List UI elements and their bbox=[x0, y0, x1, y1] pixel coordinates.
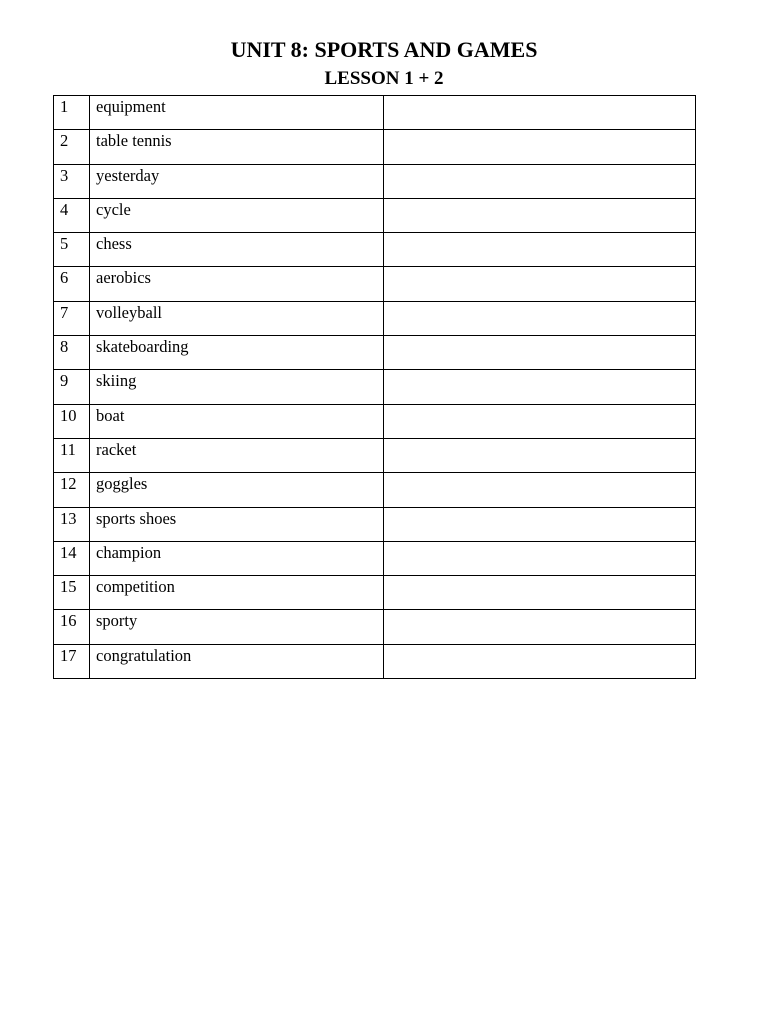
vocab-word: skiing bbox=[96, 371, 137, 391]
vocab-word-cell bbox=[90, 576, 384, 610]
row-number-cell bbox=[54, 473, 90, 507]
answer-cell bbox=[384, 644, 696, 678]
answer-cell bbox=[384, 541, 696, 575]
row-number: 12 bbox=[60, 474, 77, 494]
answer-cell bbox=[384, 164, 696, 198]
answer-text bbox=[390, 645, 695, 646]
vocab-word-cell bbox=[90, 507, 384, 541]
table-row bbox=[54, 576, 696, 610]
vocab-word-cell bbox=[90, 404, 384, 438]
vocab-word: equipment bbox=[96, 97, 166, 116]
row-number-cell bbox=[54, 507, 90, 541]
answer-text bbox=[390, 405, 695, 406]
row-number: 11 bbox=[60, 439, 76, 459]
vocab-word-cell bbox=[90, 473, 384, 507]
vocab-word: boat bbox=[96, 405, 125, 425]
vocab-word-cell bbox=[90, 130, 384, 164]
row-number: 17 bbox=[60, 645, 77, 665]
answer-cell bbox=[384, 438, 696, 472]
table-row bbox=[54, 370, 696, 404]
answer-cell bbox=[384, 404, 696, 438]
vocab-word-cell bbox=[90, 301, 384, 335]
row-number-cell bbox=[54, 267, 90, 301]
vocab-word: aerobics bbox=[96, 268, 151, 288]
answer-text bbox=[390, 233, 695, 234]
vocab-word-cell bbox=[90, 267, 384, 301]
row-number-cell bbox=[54, 336, 90, 370]
answer-text bbox=[390, 199, 695, 200]
table-row bbox=[54, 301, 696, 335]
row-number-cell bbox=[54, 610, 90, 644]
row-number: 13 bbox=[60, 508, 77, 528]
table-row bbox=[54, 610, 696, 644]
row-number: 8 bbox=[60, 337, 69, 357]
answer-cell bbox=[384, 576, 696, 610]
answer-text bbox=[390, 336, 695, 337]
table-row bbox=[54, 473, 696, 507]
answer-text bbox=[390, 473, 695, 474]
row-number-cell bbox=[54, 541, 90, 575]
answer-text bbox=[390, 439, 695, 440]
answer-cell bbox=[384, 233, 696, 267]
lesson-subtitle: LESSON 1 + 2 bbox=[324, 68, 444, 89]
row-number: 15 bbox=[60, 577, 77, 597]
vocab-word-cell bbox=[90, 610, 384, 644]
vocab-word: racket bbox=[96, 439, 137, 459]
answer-cell bbox=[384, 301, 696, 335]
vocab-word: yesterday bbox=[96, 165, 160, 185]
row-number-cell bbox=[54, 370, 90, 404]
row-number: 6 bbox=[60, 268, 69, 288]
vocab-word: competition bbox=[96, 577, 175, 597]
table-row bbox=[54, 336, 696, 370]
table-row bbox=[54, 130, 696, 164]
table-row bbox=[54, 198, 696, 232]
answer-cell bbox=[384, 96, 696, 130]
answer-cell bbox=[384, 507, 696, 541]
answer-cell bbox=[384, 610, 696, 644]
row-number: 3 bbox=[60, 165, 69, 185]
vocab-word: skateboarding bbox=[96, 337, 189, 357]
row-number: 14 bbox=[60, 542, 77, 562]
row-number-cell bbox=[54, 96, 90, 130]
vocab-word: sports shoes bbox=[96, 508, 177, 528]
vocab-word-cell bbox=[90, 164, 384, 198]
table-row bbox=[54, 541, 696, 575]
answer-text bbox=[390, 610, 695, 611]
row-number-cell bbox=[54, 404, 90, 438]
table-row bbox=[54, 164, 696, 198]
row-number-cell bbox=[54, 164, 90, 198]
table-row bbox=[54, 267, 696, 301]
answer-text bbox=[390, 302, 695, 303]
row-number: 4 bbox=[60, 199, 69, 219]
table-row bbox=[54, 233, 696, 267]
vocab-word: cycle bbox=[96, 199, 131, 219]
row-number-cell bbox=[54, 576, 90, 610]
row-number: 16 bbox=[60, 611, 77, 631]
vocab-word: chess bbox=[96, 234, 132, 254]
vocab-word-cell bbox=[90, 438, 384, 472]
vocab-word-cell bbox=[90, 370, 384, 404]
vocab-word: sporty bbox=[96, 611, 138, 631]
vocabulary-table-body bbox=[54, 96, 696, 679]
answer-cell bbox=[384, 267, 696, 301]
answer-cell bbox=[384, 370, 696, 404]
row-number: 5 bbox=[60, 234, 69, 254]
row-number: 2 bbox=[60, 131, 69, 151]
answer-text bbox=[390, 576, 695, 577]
row-number-cell bbox=[54, 198, 90, 232]
vocab-word-cell bbox=[90, 336, 384, 370]
row-number-cell bbox=[54, 644, 90, 678]
vocab-word: goggles bbox=[96, 474, 148, 494]
answer-cell bbox=[384, 198, 696, 232]
page-title: UNIT 8: SPORTS AND GAMES bbox=[230, 37, 538, 62]
table-row bbox=[54, 404, 696, 438]
answer-cell bbox=[384, 336, 696, 370]
answer-text bbox=[390, 370, 695, 371]
vocab-word-cell bbox=[90, 541, 384, 575]
table-row bbox=[54, 644, 696, 678]
answer-text bbox=[390, 165, 695, 166]
row-number-cell bbox=[54, 130, 90, 164]
vocab-word-cell bbox=[90, 198, 384, 232]
vocab-word-cell bbox=[90, 644, 384, 678]
row-number: 1 bbox=[60, 97, 69, 116]
vocab-word: volleyball bbox=[96, 302, 162, 322]
answer-text bbox=[390, 267, 695, 268]
vocab-word-cell bbox=[90, 96, 384, 130]
row-number-cell bbox=[54, 301, 90, 335]
table-row bbox=[54, 507, 696, 541]
vocab-word: congratulation bbox=[96, 645, 192, 665]
vocab-word: table tennis bbox=[96, 131, 172, 151]
row-number: 9 bbox=[60, 371, 69, 391]
row-number-cell bbox=[54, 438, 90, 472]
answer-text bbox=[390, 508, 695, 509]
vocab-word-cell bbox=[90, 233, 384, 267]
row-number: 10 bbox=[60, 405, 77, 425]
answer-text bbox=[390, 542, 695, 543]
answer-text bbox=[390, 96, 695, 97]
answer-cell bbox=[384, 473, 696, 507]
row-number: 7 bbox=[60, 302, 69, 322]
answer-cell bbox=[384, 130, 696, 164]
table-row bbox=[54, 438, 696, 472]
vocabulary-table bbox=[53, 95, 696, 679]
table-row bbox=[54, 96, 696, 130]
row-number-cell bbox=[54, 233, 90, 267]
vocab-word: champion bbox=[96, 542, 162, 562]
answer-text bbox=[390, 130, 695, 131]
